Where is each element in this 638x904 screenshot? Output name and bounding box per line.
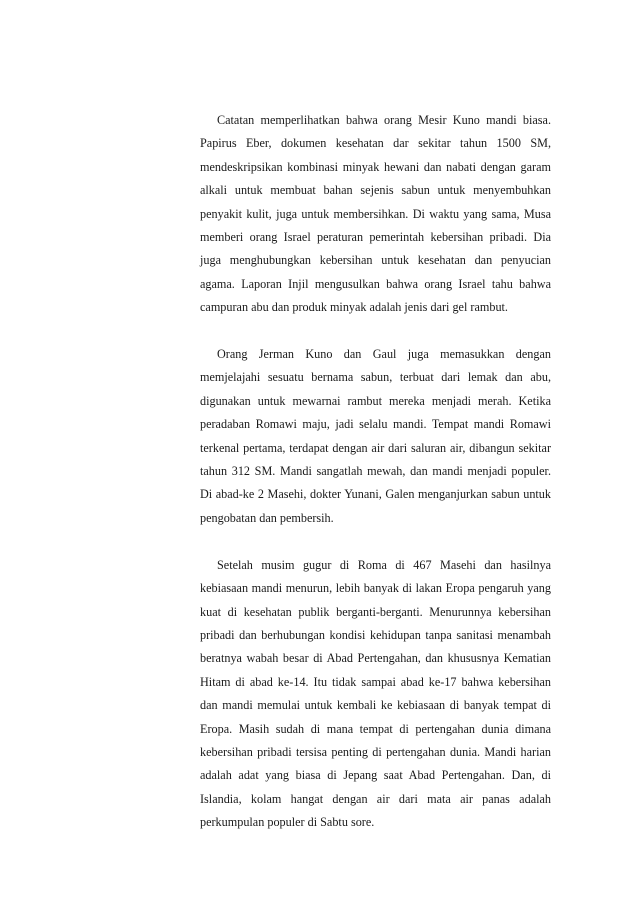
paragraph-middle-ages: Setelah musim gugur di Roma di 467 Masehi dan hasilnya kebiasaan mandi menurun, lebih banyak di lakan Eropa pengaruh yang kuat di kesehatan publik berganti-berganti. Menurunnya kebersihan pribadi dan berhubungan kondisi kehidupan tanpa sanitasi menambah beratnya wabah besar di Abad Pertengahan, dan khususnya Kematian Hitam di abad ke-14. Itu tidak sampai abad ke-17 bahwa kebersihan dan mandi memulai untuk kembali ke kebiasaan di banyak tempat di Eropa. Masih sudah di mana tempat di pertengahan dunia dimana kebersihan pribadi tersisa penting di pertengahan dunia. Mandi harian adalah adat yang biasa di Jepang saat Abad Pertengahan. Dan, di Islandia, kolam hangat dengan air dari mata air panas adalah perkumpulan populer di Sabtu sore. xyxy=(200,557,551,830)
paragraph-egypt-israel: Catatan memperlihatkan bahwa orang Mesir Kuno mandi biasa. Papirus Eber, dokumen kesehatan dar sekitar tahun 1500 SM, mendeskripsikan kombinasi minyak hewani dan nabati dengan garam alkali untuk membuat bahan sejenis sabun untuk menyembuhkan penyakit kulit, juga untuk membersihkan. Di waktu yang sama, Musa memberi orang Israel peraturan pemerintah kebersihan pribadi. Dia juga menghubungkan kebersihan untuk kesehatan dan penyucian agama. Laporan Injil mengusulkan bahwa orang Israel tahu bahwa campuran abu dan produk minyak adalah jenis dari gel rambut. xyxy=(200,113,551,315)
document-page xyxy=(200,109,551,835)
paragraph-germans-romans: Orang Jerman Kuno dan Gaul juga memasukkan dengan memjelajahi sesuatu bernama sabun, terbuat dari lemak dan abu, digunakan untuk mewarnai rambut mereka menjadi merah. Ketika peradaban Romawi maju, jadi selalu mandi. Tempat mandi Romawi terkenal pertama, terdapat dengan air dari saluran air, dibangun sekitar tahun 312 SM. Mandi sangatlah mewah, dan mandi menjadi populer. Di abad-ke 2 Masehi, dokter Yunani, Galen menganjurkan sabun untuk pengobatan dan pembersih. xyxy=(200,347,551,525)
